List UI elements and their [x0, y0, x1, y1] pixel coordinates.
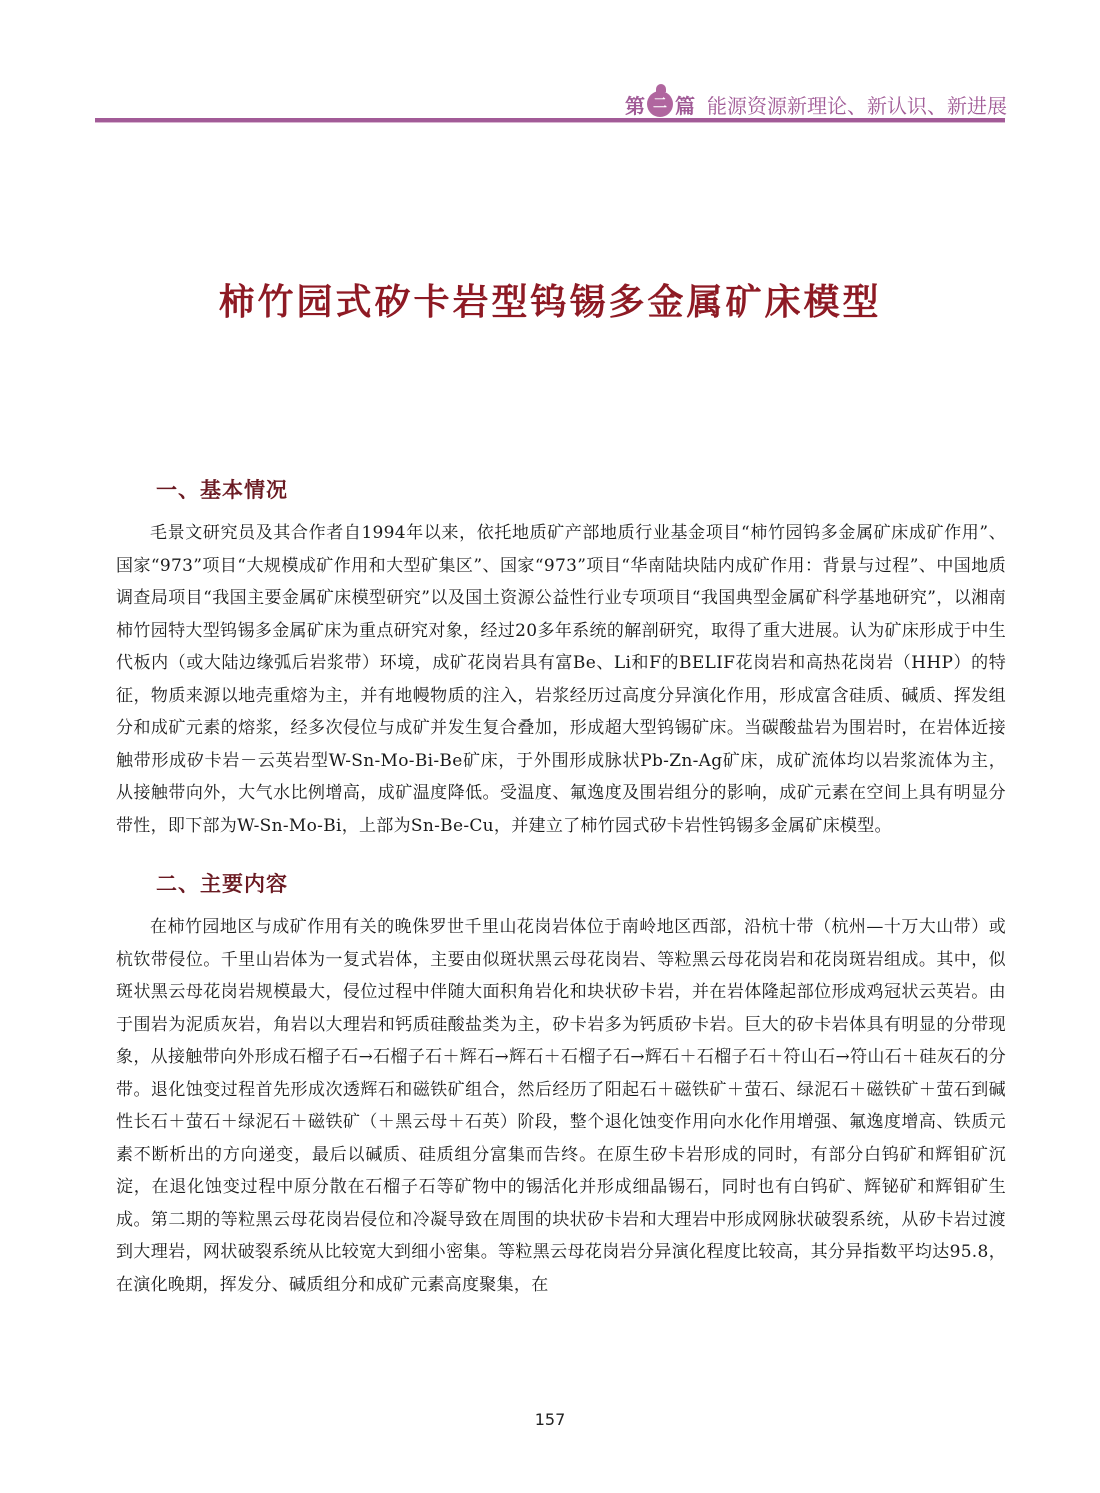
section-heading: 一、基本情况 — [156, 478, 288, 502]
part-number-badge: 二 — [647, 91, 673, 117]
section-paragraph: 在柿竹园地区与成矿作用有关的晚侏罗世千里山花岗岩体位于南岭地区西部，沿杭十带（杭州—十万大山带）或杭钦带侵位。千里山岩体为一复式岩体，主要由似斑状黑云母花岗岩、等粒黑云母花岗岩和花岗斑岩组成。其中，似斑状黑云母花岗岩规模最大，侵位过程中伴随大面积角岩化和块状矽卡岩，并在岩体隆起部位形成鸡冠状云英岩。由于围岩为泥质灰岩，角岩以大理岩和钙质硅酸盐类为主，矽卡岩多为钙质矽卡岩。巨大的矽卡岩体具有明显的分带现象，从接触带向外形成石榴子石→石榴子石＋辉石→辉石＋石榴子石→辉石＋石榴子石＋符山石→符山石＋硅灰石的分带。退化蚀变过程首先形成次透辉石和磁铁矿组合，然后经历了阳起石＋磁铁矿＋萤石、绿泥石＋磁铁矿＋萤石到碱性长石＋萤石＋绿泥石＋磁铁矿（＋黑云母＋石英）阶段，整个退化蚀变作用向水化作用增强、氟逸度增高、铁质元素不断析出的方向递变，最后以碱质、硅质组分富集而告终。在原生矽卡岩形成的同时，有部分白钨矿和辉钼矿沉淀，在退化蚀变过程中原分散在石榴子石等矿物中的锡活化并形成细晶锡石，同时也有白钨矿、辉铋矿和辉钼矿生成。第二期的等粒黑云母花岗岩侵位和冷凝导致在周围的块状矽卡岩和大理岩中形成网脉状破裂系统，从矽卡岩过渡到大理岩，网状破裂系统从比较宽大到细小密集。等粒黑云母花岗岩分异演化程度比较高，其分异指数平均达95.8，在演化晚期，挥发分、碱质组分和成矿元素高度聚集，在 — [116, 917, 1006, 1295]
part-suffix: 篇 — [675, 93, 695, 118]
section-paragraph: 毛景文研究员及其合作者自1994年以来，依托地质矿产部地质行业基金项目“柿竹园钨多金属矿床成矿作用”、国家“973”项目“大规模成矿作用和大型矿集区”、国家“973”项目“华南陆块陆内成矿作用：背景与过程”、中国地质调查局项目“我国主要金属矿床模型研究”以及国土资源公益性行业专项项目“我国典型金属矿科学基地研究”，以湘南柿竹园特大型钨锡多金属矿床为重点研究对象，经过20多年系统的解剖研究，取得了重大进展。认为矿床形成于中生代板内（或大陆边缘弧后岩浆带）环境，成矿花岗岩具有富Be、Li和F的BELIF花岗岩和高热花岗岩（HHP）的特征，物质来源以地壳重熔为主，并有地幔物质的注入，岩浆经历过高度分异演化作用，形成富含硅质、碱质、挥发组分和成矿元素的熔浆，经多次侵位与成矿并发生复合叠加，形成超大型钨锡矿床。当碳酸盐岩为围岩时，在岩体近接触带形成矽卡岩－云英岩型W-Sn-Mo-Bi-Be矿床，于外围形成脉状Pb-Zn-Ag矿床，成矿流体均以岩浆流体为主，从接触带向外，大气水比例增高，成矿温度降低。受温度、氟逸度及围岩组分的影响，成矿元素在空间上具有明显分带性，即下部为W-Sn-Mo-Bi，上部为Sn-Be-Cu，并建立了柿竹园式矽卡岩性钨锡多金属矿床模型。 — [116, 523, 1006, 836]
section-heading: 二、主要内容 — [156, 872, 288, 896]
header-rule — [95, 118, 1005, 123]
page-number: 157 — [534, 1410, 566, 1429]
section-main-content — [116, 866, 1006, 1301]
article-body — [116, 472, 1006, 1301]
part-title: 能源资源新理论、新认识、新进展 — [707, 93, 1007, 118]
article-title: 柿竹园式矽卡岩型钨锡多金属矿床模型 — [218, 282, 882, 323]
section-basic-info — [116, 472, 1006, 842]
part-prefix: 第 — [625, 93, 645, 118]
